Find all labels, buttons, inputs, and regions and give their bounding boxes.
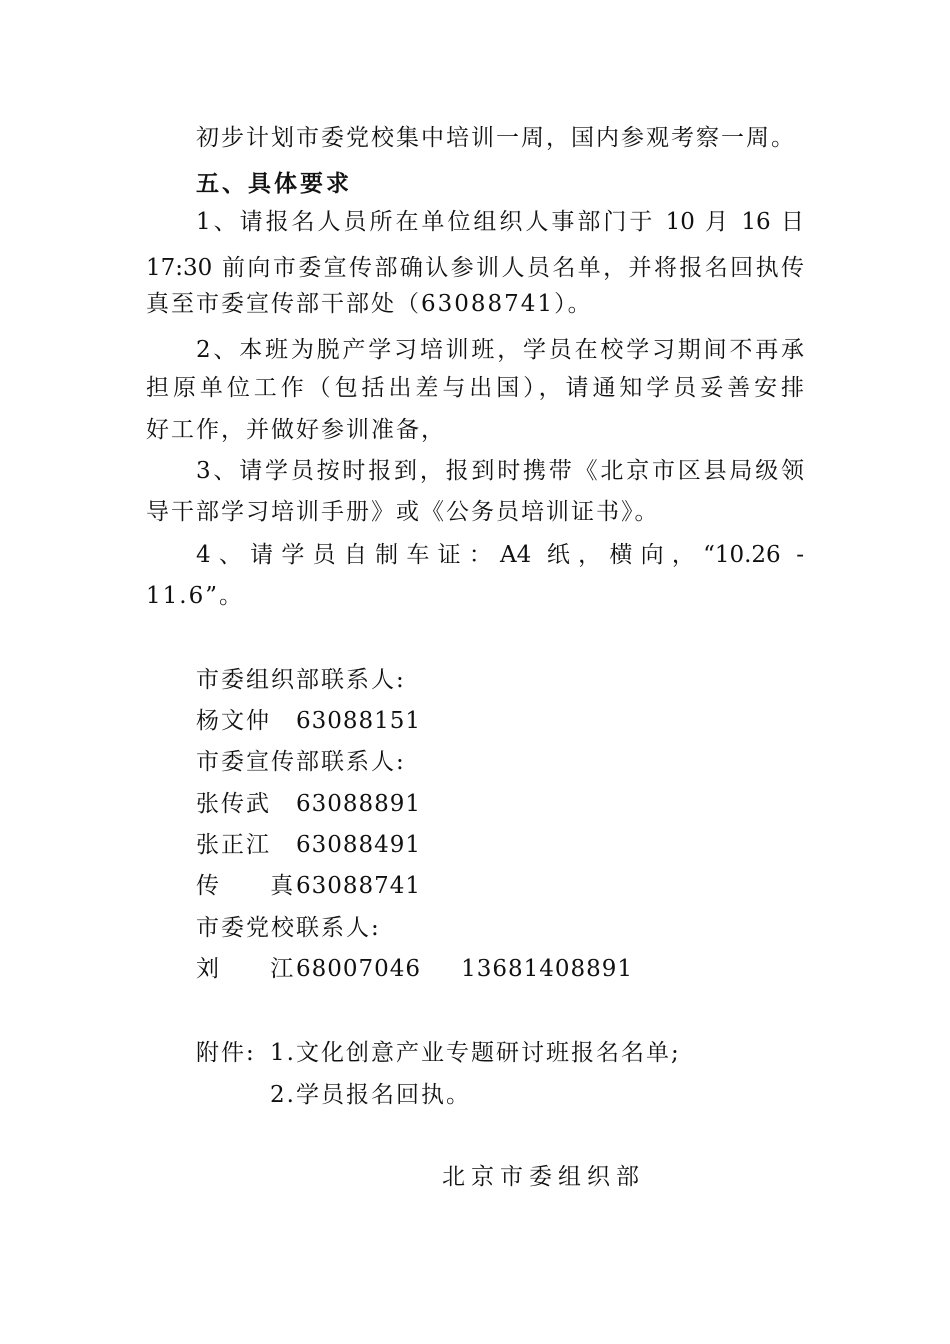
contact-name: 杨文仲 bbox=[196, 708, 271, 734]
contact-mobile: 13681408891 bbox=[461, 956, 634, 982]
contact-phone: 68007046 bbox=[296, 956, 422, 982]
attachment-item-2: 2.学员报名回执。 bbox=[270, 1082, 471, 1108]
requirement-3-line-1: 3、请学员按时报到，报到时携带《北京市区县局级领 bbox=[196, 458, 804, 484]
party-school-contact-label: 市委党校联系人: bbox=[196, 915, 381, 941]
attachment-row bbox=[196, 1039, 681, 1067]
attachments-label: 附件: bbox=[196, 1040, 256, 1066]
signature: 北京市委组织部 bbox=[442, 1164, 645, 1190]
requirement-4-line-1: 4、请学员自制车证：A4 纸，横向，“10.26 - bbox=[196, 542, 804, 568]
org-dept-contact-label: 市委组织部联系人: bbox=[196, 667, 406, 693]
requirement-3-line-2: 导干部学习培训手册》或《公务员培训证书》。 bbox=[146, 499, 660, 525]
requirement-2-line-3: 好工作，并做好参训准备， bbox=[146, 417, 446, 443]
contact-phone: 63088491 bbox=[296, 832, 422, 858]
requirement-4-line-2: 11.6”。 bbox=[146, 583, 244, 609]
contact-name: 刘 江 bbox=[196, 956, 316, 982]
requirement-1-line-2: 17:30 前向市委宣传部确认参训人员名单，并将报名回执传 bbox=[146, 255, 804, 281]
attachment-item-1: 1.文化创意产业专题研讨班报名名单; bbox=[270, 1040, 681, 1066]
contact-name: 张传武 bbox=[196, 791, 271, 817]
contact-row bbox=[196, 955, 633, 983]
fax-label: 传 真 bbox=[196, 873, 316, 899]
requirement-1-line-1: 1、请报名人员所在单位组织人事部门于 10 月 16 日 bbox=[196, 209, 804, 235]
contact-name: 张正江 bbox=[196, 832, 271, 858]
fax-number: 63088741 bbox=[296, 873, 422, 899]
publicity-contact-label: 市委宣传部联系人: bbox=[196, 749, 406, 775]
contact-row bbox=[196, 831, 421, 859]
requirement-2-line-1: 2、本班为脱产学习培训班，学员在校学习期间不再承 bbox=[196, 337, 804, 363]
contact-row bbox=[196, 872, 421, 900]
contact-row bbox=[196, 790, 421, 818]
plan-paragraph: 初步计划市委党校集中培训一周，国内参观考察一周。 bbox=[196, 125, 796, 151]
contact-phone: 63088151 bbox=[296, 708, 422, 734]
section-heading: 五、具体要求 bbox=[196, 171, 352, 197]
contact-phone: 63088891 bbox=[296, 791, 422, 817]
requirement-2-line-2: 担原单位工作（包括出差与出国），请通知学员妥善安排 bbox=[146, 375, 804, 401]
requirement-1-line-3: 真至市委宣传部干部处（63088741）。 bbox=[146, 291, 593, 317]
contact-row bbox=[196, 707, 421, 735]
